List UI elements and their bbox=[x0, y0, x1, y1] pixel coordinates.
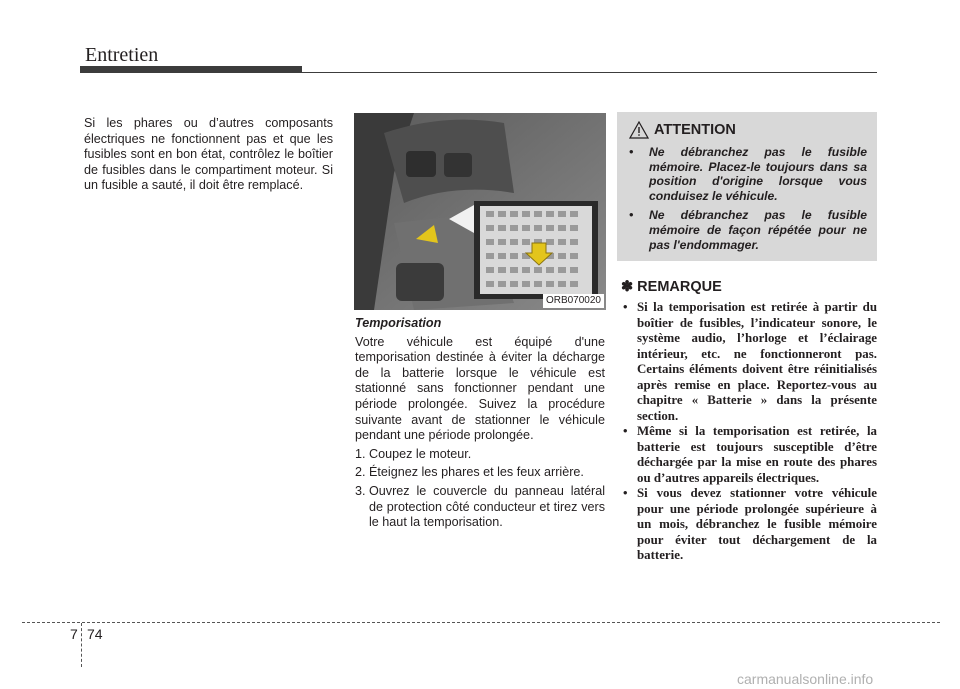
step-number: 2. bbox=[355, 465, 366, 480]
remarque-section bbox=[621, 279, 877, 564]
fuse-box-photo bbox=[354, 113, 606, 310]
step-item bbox=[355, 447, 605, 463]
bullet: • bbox=[629, 145, 634, 159]
watermark: carmanualsonline.info bbox=[737, 671, 874, 687]
step-number: 1. bbox=[355, 446, 366, 461]
step-text: Ouvrez le couvercle du panneau latéral de protection côté conducteur et tirez vers le haut la temporisation. bbox=[369, 483, 605, 530]
attention-item-text: Ne débranchez pas le fusible mémoire. Placez-le toujours dans sa position d'origine lorsque vous conduisez le véhicule. bbox=[649, 145, 867, 203]
attention-item bbox=[629, 145, 867, 203]
remarque-item bbox=[621, 424, 877, 486]
step-text: Coupez le moteur. bbox=[369, 446, 472, 461]
warning-triangle-icon bbox=[629, 121, 649, 139]
bullet: • bbox=[629, 208, 634, 223]
temporisation-body: Votre véhicule est équipé d'une temporisation destinée à éviter la décharge de la batterie lorsque le véhicule est stationné sans fonctionner pendant une période prolongée. Suivez la procédure suivante avant de stationner le véhicule pendant une période prolongée. bbox=[355, 334, 605, 443]
intro-paragraph: Si les phares ou d’autres composants électriques ne fonctionnent pas et que les fusibles sont en bon état, contrôlez le boîtier de fusibles dans le compartiment moteur. Si un fusible a sauté, il doit être remplacé. bbox=[84, 116, 333, 193]
step-item bbox=[355, 484, 605, 531]
page-header-title: Entretien bbox=[85, 44, 159, 66]
chapter-number: 7 bbox=[70, 626, 78, 642]
page-number: 74 bbox=[87, 626, 103, 642]
temporisation-section bbox=[355, 316, 605, 531]
step-number: 3. bbox=[355, 483, 366, 498]
temporisation-heading: Temporisation bbox=[355, 316, 442, 330]
bullet: • bbox=[623, 424, 628, 438]
remarque-title: ✽ REMARQUE bbox=[621, 279, 722, 295]
footer-rule bbox=[22, 622, 940, 623]
attention-item-text: Ne débranchez pas le fusible mémoire de façon répétée pour ne pas l'endommager. bbox=[649, 208, 867, 252]
attention-item bbox=[629, 208, 867, 252]
attention-title: ATTENTION bbox=[654, 122, 736, 138]
remarque-item-text: Même si la temporisation est retirée, la batterie est toujours susceptible d’être déchargée par la mise en route des phares ou d’autres appareils électriques. bbox=[637, 424, 877, 485]
footer-divider bbox=[81, 623, 82, 667]
figure-code: ORB070020 bbox=[543, 294, 604, 308]
fuse-box-illustration bbox=[354, 113, 606, 310]
remarque-item-text: Si la temporisation est retirée à partir du boîtier de fusibles, l’indicateur sonore, le système audio, l’horloge et l’éclairage intérieur, etc. ne fonctionneront pas. Certains éléments doivent être réinitialisés après remise en place. Reportez-vous au chapitre « Batterie » dans la présente section. bbox=[637, 300, 877, 423]
step-item bbox=[355, 465, 605, 481]
remarque-item bbox=[621, 486, 877, 564]
bullet: • bbox=[623, 486, 628, 500]
remarque-item bbox=[621, 300, 877, 424]
header-rule bbox=[80, 72, 877, 73]
attention-box bbox=[617, 112, 877, 261]
bullet: • bbox=[623, 300, 628, 314]
step-text: Éteignez les phares et les feux arrière. bbox=[369, 465, 584, 480]
remarque-item-text: Si vous devez stationner votre véhicule pour une période prolongée supérieure à un mois, débranchez le fusible mémoire pour éviter tout déchargement de la batterie. bbox=[637, 486, 877, 562]
